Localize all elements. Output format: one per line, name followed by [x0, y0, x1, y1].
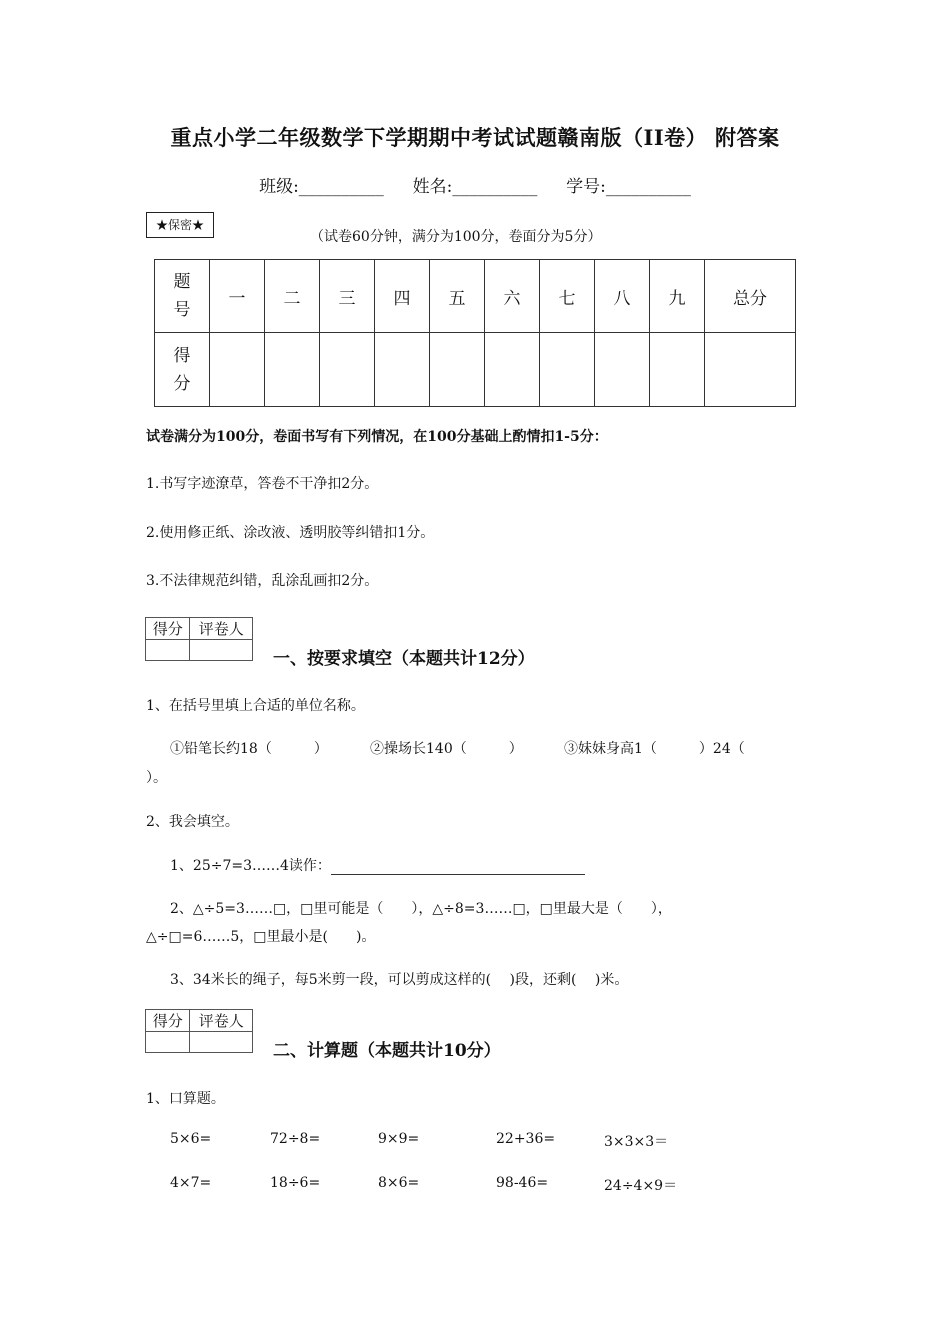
- grader-box: [145, 617, 253, 661]
- grader-score-label: 得分: [146, 618, 190, 640]
- col-8: 八: [595, 260, 650, 333]
- question-1: 1、在括号里填上合适的单位名称。: [146, 698, 365, 714]
- score-cell[interactable]: [595, 333, 650, 407]
- unit-item: ①铅笔长约18（ ）: [170, 741, 328, 757]
- exam-note: （试卷60分钟，满分为100分，卷面分为5分）: [310, 229, 602, 245]
- calc-item: 72÷8=: [270, 1131, 321, 1147]
- calc-item: 3×3×3＝: [604, 1134, 669, 1150]
- grader-score-label: 得分: [146, 1010, 190, 1032]
- score-cell[interactable]: [375, 333, 430, 407]
- student-id-field[interactable]: 学号:__________: [566, 177, 691, 197]
- grader-name-cell[interactable]: [190, 1032, 253, 1053]
- calc-item: 9×9=: [378, 1131, 420, 1147]
- question-2-a: [170, 855, 585, 875]
- secret-badge: ★保密★: [146, 212, 214, 238]
- rule-item: 3.不法律规范纠错，乱涂乱画扣2分。: [146, 573, 379, 589]
- grader-name-label: 评卷人: [190, 618, 253, 640]
- section-1-title: 一、按要求填空（本题共计12分）: [273, 649, 535, 669]
- grader-box: [145, 1009, 253, 1053]
- score-cell[interactable]: [265, 333, 320, 407]
- unit-item-tail: ）。: [146, 770, 167, 786]
- calc-item: 8×6=: [378, 1175, 420, 1191]
- score-cell[interactable]: [210, 333, 265, 407]
- score-cell[interactable]: [430, 333, 485, 407]
- col-3: 三: [320, 260, 375, 333]
- col-2: 二: [265, 260, 320, 333]
- score-cell[interactable]: [320, 333, 375, 407]
- grader-name-cell[interactable]: [190, 640, 253, 661]
- calc-item: 18÷6=: [270, 1175, 321, 1191]
- col-9: 九: [650, 260, 705, 333]
- section-2-title: 二、计算题（本题共计10分）: [273, 1041, 501, 1061]
- header-label-cell: 题号: [155, 260, 210, 333]
- name-field[interactable]: 姓名:__________: [412, 177, 538, 197]
- unit-item: ③妹妹身高1（ ）24（: [564, 741, 745, 757]
- question-1: 1、口算题。: [146, 1091, 225, 1107]
- score-table-header-row: [155, 260, 796, 333]
- score-cell[interactable]: [650, 333, 705, 407]
- grader-score-cell[interactable]: [146, 640, 190, 661]
- unit-item: ②操场长140（ ）: [370, 741, 523, 757]
- col-6: 六: [485, 260, 540, 333]
- col-5: 五: [430, 260, 485, 333]
- question-2-b-line2: △÷□=6……5，□里最小是( )。: [146, 929, 376, 945]
- calc-item: 4×7=: [170, 1175, 212, 1191]
- col-1: 一: [210, 260, 265, 333]
- deduction-note: 试卷满分为100分，卷面书写有下列情况，在100分基础上酌情扣1-5分：: [146, 429, 608, 445]
- question-2-c: 3、34米长的绳子，每5米剪一段，可以剪成这样的( )段，还剩( )米。: [170, 972, 629, 988]
- grader-name-label: 评卷人: [190, 1010, 253, 1032]
- col-4: 四: [375, 260, 430, 333]
- grader-score-cell[interactable]: [146, 1032, 190, 1053]
- question-2: 2、我会填空。: [146, 814, 239, 830]
- student-info: [0, 172, 950, 197]
- score-table: [154, 259, 796, 407]
- calc-item: 5×6=: [170, 1131, 212, 1147]
- score-cell[interactable]: [485, 333, 540, 407]
- rule-item: 2.使用修正纸、涂改液、透明胶等纠错扣1分。: [146, 525, 435, 541]
- question-2-a-text: 1、25÷7=3……4读作：: [170, 858, 331, 874]
- score-cell[interactable]: [705, 333, 796, 407]
- col-total: 总分: [705, 260, 796, 333]
- score-label-cell: 得分: [155, 333, 210, 407]
- score-cell[interactable]: [540, 333, 595, 407]
- calc-item: 22+36=: [496, 1131, 556, 1147]
- class-field[interactable]: 班级:__________: [259, 177, 384, 197]
- calc-item: 24÷4×9＝: [604, 1178, 678, 1194]
- rule-item: 1.书写字迹潦草，答卷不干净扣2分。: [146, 476, 379, 492]
- answer-line[interactable]: [331, 860, 585, 875]
- score-table-score-row: [155, 333, 796, 407]
- question-2-b-line1: 2、△÷5=3……□，□里可能是（ ），△÷8=3……□，□里最大是（ ），: [170, 901, 672, 917]
- calc-item: 98-46=: [496, 1175, 549, 1191]
- col-7: 七: [540, 260, 595, 333]
- document-title: 重点小学二年级数学下学期期中考试试题赣南版（II卷） 附答案: [170, 125, 780, 150]
